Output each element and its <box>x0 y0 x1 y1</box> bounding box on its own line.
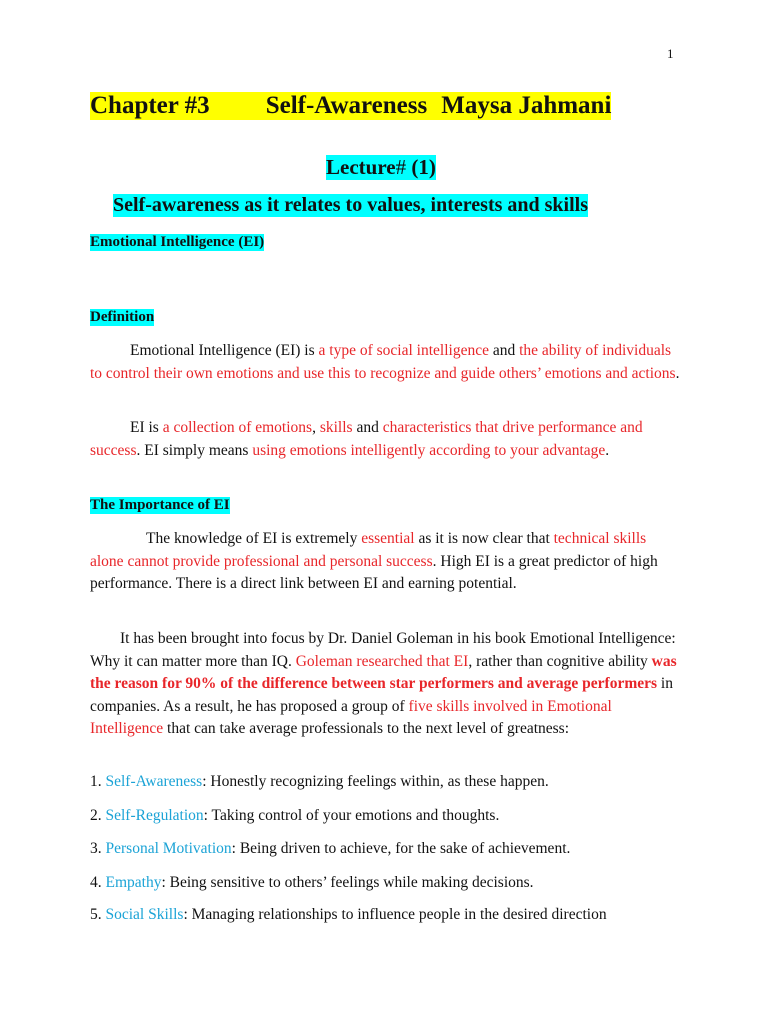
text-run: and <box>488 342 520 359</box>
chapter-title <box>90 92 611 120</box>
definition-paragraph-1 <box>90 340 680 385</box>
text-run: characteristics that drive performance and success <box>90 419 643 459</box>
skill-name: Self-Regulation <box>105 807 204 824</box>
skill-name: Empathy <box>105 874 162 891</box>
text-run: five skills involved in Emotional Intelligence <box>90 697 612 737</box>
lecture-hash: # <box>395 155 407 179</box>
skill-item <box>90 807 499 825</box>
lecture-subtitle: Self-awareness as it relates to values, interests and skills <box>113 194 588 216</box>
lecture-title <box>326 155 436 180</box>
text-run: Goleman researched that EI <box>295 652 469 670</box>
text-run: as it is now clear that <box>414 530 554 547</box>
skill-description: : Taking control of your emotions and thoughts. <box>203 807 500 824</box>
text-run: . <box>675 364 680 382</box>
text-run: EI is <box>130 419 163 436</box>
skill-item <box>90 874 534 892</box>
text-run: It has been brought into focus by Dr. Daniel Goleman in his book Emotional Intelligence: Why it can matter more than IQ. <box>90 630 676 670</box>
skill-number: 3. <box>90 840 106 857</box>
importance-paragraph-2 <box>90 628 680 741</box>
text-run: the ability of individuals to control their own emotions and use this to recognize and guide others’ emotions and actions <box>90 342 676 382</box>
text-run: Emotional Intelligence (EI) is <box>130 342 319 359</box>
skill-name: Self-Awareness <box>105 773 203 790</box>
text-run: was the reason for 90% of the difference between star performers and average performers <box>90 652 677 692</box>
skill-number: 2. <box>90 807 106 824</box>
text-run: that can take average professionals to the next level of greatness: <box>163 720 570 737</box>
skill-item <box>90 906 607 924</box>
importance-heading: The Importance of EI <box>90 497 230 513</box>
page-number: 1 <box>667 46 674 61</box>
text-run: and <box>352 419 383 436</box>
skill-number: 4. <box>90 874 106 891</box>
text-run: a type of social intelligence <box>318 342 489 359</box>
skill-item <box>90 840 570 858</box>
text-run: essential <box>361 530 415 547</box>
text-run: , <box>312 419 320 436</box>
text-run: a collection of emotions <box>162 419 313 436</box>
author-name: Maysa Jahmani <box>441 92 612 119</box>
skill-item <box>90 773 549 791</box>
chapter-topic: Self-Awareness <box>265 92 428 119</box>
importance-paragraph-1 <box>90 528 680 596</box>
text-run: . High EI is a great predictor of high performance. There is a direct link between EI and earning potential. <box>90 552 658 592</box>
lecture-number: (1) <box>406 155 436 179</box>
ei-heading: Emotional Intelligence (EI) <box>90 234 265 250</box>
text-run: in companies. As a result, he has proposed a group of <box>90 675 673 715</box>
skill-description: : Honestly recognizing feelings within, as these happen. <box>202 773 549 790</box>
skill-description: : Being driven to achieve, for the sake of achievement. <box>231 840 571 857</box>
skill-number: 1. <box>90 773 106 790</box>
text-run: . EI simply means <box>136 441 253 459</box>
text-run: technical skills alone cannot provide professional and personal success <box>90 530 647 570</box>
skill-number: 5. <box>90 906 106 923</box>
skill-description: : Managing relationships to influence people in the desired direction <box>183 906 607 923</box>
definition-heading: Definition <box>90 309 155 325</box>
skill-description: : Being sensitive to others’ feelings while making decisions. <box>161 874 534 891</box>
skill-name: Social Skills <box>105 906 184 923</box>
text-run: , rather than cognitive ability <box>468 652 652 670</box>
skill-name: Personal Motivation <box>105 840 232 857</box>
text-run: The knowledge of EI is extremely <box>146 530 362 547</box>
definition-paragraph-2 <box>90 417 680 462</box>
chapter-label: Chapter #3 <box>90 92 210 119</box>
text-run: using emotions intelligently according to your advantage <box>252 441 606 459</box>
text-run: skills <box>319 419 353 436</box>
lecture-prefix: Lecture <box>326 155 396 179</box>
text-run: . <box>605 441 610 459</box>
